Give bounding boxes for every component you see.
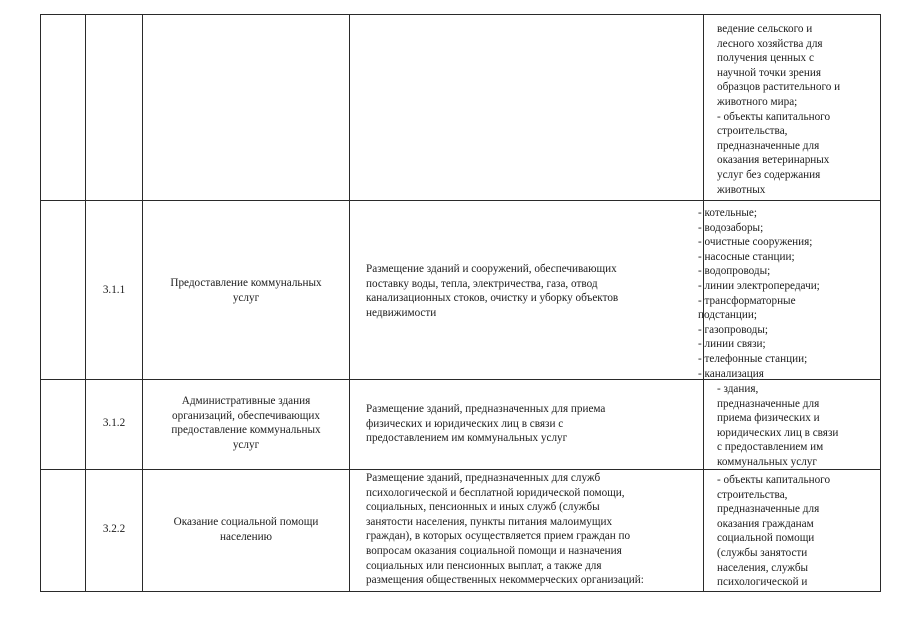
land-use-code-cell: 3.1.2 bbox=[102, 417, 126, 429]
column-divider-3 bbox=[349, 14, 350, 592]
column-divider-1 bbox=[85, 14, 86, 592]
permitted-objects-cell: - здания, предназначенные для приема физических и юридических лиц в связи с предоставлением им коммунальных услуг bbox=[717, 383, 839, 468]
permitted-objects-cell: ведение сельского и лесного хозяйства для получения ценных с научной точки зрения образцов растительного и животного мира; - объекты капитального строительства, предназначенные для оказания ветеринарных услуг без содержания животных bbox=[717, 23, 841, 196]
land-use-description-cell: Размещение зданий, предназначенных для служб психологической и бесплатной юридической помощи, социальных, пенсионных и иных служб (службы занятости населения, пункты питания малоимущих граждан), в которых осуществляется прием граждан по вопросам оказания социальной помощи и назначения социальных или пенсионных выплат, а также для размещения общественных некоммерческих организаций: bbox=[366, 472, 644, 587]
land-use-code-cell: 3.1.1 bbox=[102, 284, 126, 296]
land-use-name-cell: Оказание социальной помощи населению bbox=[173, 516, 319, 543]
land-use-description-cell: Размещение зданий и сооружений, обеспечивающих поставку воды, тепла, электричества, газа, отвод канализационных стоков, очистку и уборку объектов недвижимости bbox=[366, 263, 619, 319]
row-divider-1 bbox=[40, 200, 881, 201]
land-use-table bbox=[40, 14, 881, 592]
land-use-name-cell: Предоставление коммунальных услуг bbox=[170, 277, 322, 304]
table-border-right bbox=[880, 14, 881, 592]
land-use-description-cell: Размещение зданий, предназначенных для приема физических и юридических лиц в связи с предоставлением им коммунальных услуг bbox=[366, 403, 606, 445]
land-use-code-cell: 3.2.2 bbox=[102, 523, 126, 535]
table-border-top bbox=[40, 14, 881, 15]
permitted-objects-cell: - объекты капитального строительства, предназначенные для оказания гражданам социальной помощи (службы занятости населения, службы психологической и bbox=[717, 474, 831, 589]
table-border-bottom bbox=[40, 591, 881, 592]
table-border-left bbox=[40, 14, 41, 592]
land-use-name-cell: Административные здания организаций, обеспечивающих предоставление коммунальных услуг bbox=[171, 395, 321, 451]
permitted-objects-cell: - котельные; - водозаборы; - очистные сооружения; - насосные станции; - водопроводы; - линии электропередачи; - трансформаторные подстанции; - газопроводы; - линии связи; - телефонные станции; - канализация bbox=[698, 207, 820, 380]
